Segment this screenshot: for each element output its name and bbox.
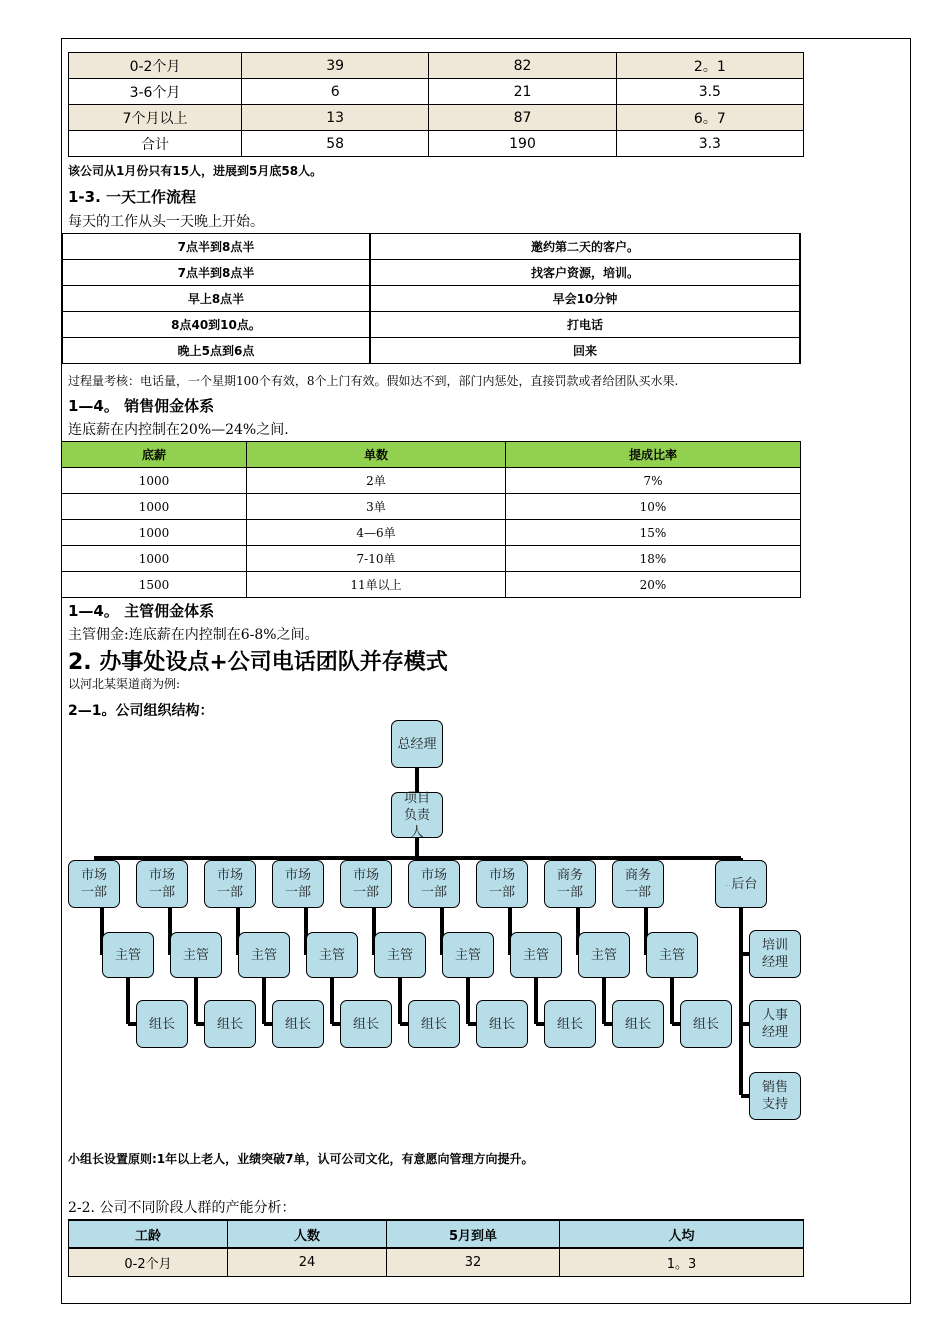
- org-node-department: 市场一部: [68, 860, 120, 908]
- table-cell: 18%: [506, 546, 801, 572]
- stats-table-top: [68, 52, 804, 157]
- org-node-department: 市场一部: [136, 860, 188, 908]
- table-cell: 32: [387, 1248, 560, 1277]
- table-cell: 1000: [62, 494, 247, 520]
- column-header: 5月到单: [387, 1220, 560, 1248]
- productivity-table: [68, 1219, 804, 1277]
- org-node-supervisor: 主管: [510, 932, 562, 978]
- org-node-supervisor: 主管: [646, 932, 698, 978]
- backoffice-label: 后台: [731, 876, 758, 892]
- table-cell: 早上8点半: [62, 286, 370, 312]
- column-header: 底薪: [62, 442, 247, 468]
- table-cell: 4—6单: [247, 520, 506, 546]
- org-node-supervisor: 主管: [306, 932, 358, 978]
- section-1-4-sales-title: 1—4。 销售佣金体系: [68, 397, 215, 415]
- org-node-leader: 组长: [408, 1000, 460, 1048]
- table-cell: 3-6个月: [69, 79, 242, 105]
- backoffice-marker: ...: [724, 880, 731, 888]
- table-cell: 7个月以上: [69, 105, 242, 131]
- table-row: [62, 260, 800, 286]
- table-cell: 39: [242, 53, 429, 79]
- section-2-text: 以河北某渠道商为例:: [68, 677, 181, 691]
- table-cell: 1000: [62, 520, 247, 546]
- table-cell: 0-2个月: [69, 53, 242, 79]
- table-header-row: [69, 1220, 804, 1248]
- table-cell: 58: [242, 131, 429, 157]
- org-node-department: 商务一部: [612, 860, 664, 908]
- org-node-leader: 组长: [544, 1000, 596, 1048]
- org-node-department: 市场一部: [204, 860, 256, 908]
- table-cell: 3.5: [616, 79, 803, 105]
- table-row: [62, 286, 800, 312]
- column-header: 人数: [228, 1220, 387, 1248]
- commission-table: [61, 441, 801, 598]
- org-node-leader: 组长: [612, 1000, 664, 1048]
- table-row: [62, 234, 800, 260]
- table-cell: 190: [429, 131, 616, 157]
- table-row: [69, 1248, 804, 1277]
- table-cell: 打电话: [370, 312, 800, 338]
- table-cell: 1000: [62, 546, 247, 572]
- table-row: [62, 312, 800, 338]
- org-node-leader: 组长: [680, 1000, 732, 1048]
- table-cell: 3单: [247, 494, 506, 520]
- table-row: [69, 53, 804, 79]
- leader-principle-note: 小组长设置原则:1年以上老人，业绩突破7单，认可公司文化，有意愿向管理方向提升。: [68, 1152, 534, 1166]
- table-cell: 24: [228, 1248, 387, 1277]
- table-cell: 6。7: [616, 105, 803, 131]
- table-cell: 2。1: [616, 53, 803, 79]
- table-cell: 7点半到8点半: [62, 260, 370, 286]
- org-node-leader: 组长: [272, 1000, 324, 1048]
- column-header: 工龄: [69, 1220, 228, 1248]
- table-cell: 1。3: [560, 1248, 804, 1277]
- table-row: [62, 338, 800, 364]
- org-node-ceo: 总经理: [391, 720, 443, 768]
- table-cell: 10%: [506, 494, 801, 520]
- table-cell: 晚上5点到6点: [62, 338, 370, 364]
- section-1-3-text: 每天的工作从头一天晚上开始。: [68, 214, 264, 230]
- org-node-leader: 组长: [476, 1000, 528, 1048]
- table-cell: 7%: [506, 468, 801, 494]
- table-cell: 合计: [69, 131, 242, 157]
- org-node-leader: 组长: [136, 1000, 188, 1048]
- table-row: [62, 520, 801, 546]
- section-1-4-sales-text: 连底薪在内控制在20%—24%之间.: [68, 422, 289, 438]
- section-2-2-title: 2-2. 公司不同阶段人群的产能分析：: [68, 1200, 296, 1216]
- table-cell: 7点半到8点半: [62, 234, 370, 260]
- table-cell: 1000: [62, 468, 247, 494]
- table-cell: 找客户资源，培训。: [370, 260, 800, 286]
- org-node-backoffice-child: 人事经理: [749, 1000, 801, 1048]
- table-cell: 3.3: [616, 131, 803, 157]
- table-row: [62, 572, 801, 598]
- process-assessment-note: 过程量考核：电话量，一个星期100个有效，8个上门有效。假如达不到，部门内惩处，直接罚款或者给团队买水果.: [68, 374, 679, 388]
- table-cell: 13: [242, 105, 429, 131]
- table-cell: 87: [429, 105, 616, 131]
- table-row: [69, 79, 804, 105]
- table-cell: 回来: [370, 338, 800, 364]
- column-header: 单数: [247, 442, 506, 468]
- table-row: [62, 546, 801, 572]
- table-row: [69, 105, 804, 131]
- org-node-leader: 组长: [340, 1000, 392, 1048]
- table-cell: 0-2个月: [69, 1248, 228, 1277]
- table-cell: 15%: [506, 520, 801, 546]
- table-cell: 20%: [506, 572, 801, 598]
- column-header: 提成比率: [506, 442, 801, 468]
- table-cell: 8点40到10点。: [62, 312, 370, 338]
- org-node-project-manager: 项目负责人: [391, 792, 443, 838]
- table-row: [62, 468, 801, 494]
- section-2-title: 2. 办事处设点+公司电话团队并存模式: [68, 650, 448, 675]
- table-row: [69, 131, 804, 157]
- column-header: 人均: [560, 1220, 804, 1248]
- section-2-1-title: 2—1。公司组织结构：: [68, 703, 214, 719]
- table-cell: 1500: [62, 572, 247, 598]
- table-row: [62, 494, 801, 520]
- org-node-department: 市场一部: [272, 860, 324, 908]
- table-cell: 6: [242, 79, 429, 105]
- table-cell: 2单: [247, 468, 506, 494]
- org-node-supervisor: 主管: [374, 932, 426, 978]
- org-node-backoffice: [715, 860, 767, 908]
- table-cell: 邀约第二天的客户。: [370, 234, 800, 260]
- growth-note: 该公司从1月份只有15人，进展到5月底58人。: [68, 164, 323, 178]
- org-node-department: 市场一部: [476, 860, 528, 908]
- table-cell: 早会10分钟: [370, 286, 800, 312]
- section-1-3-title: 1-3. 一天工作流程: [68, 188, 197, 206]
- org-node-supervisor: 主管: [578, 932, 630, 978]
- section-1-4-manager-text: 主管佣金:连底薪在内控制在6-8%之间。: [68, 627, 319, 643]
- org-node-supervisor: 主管: [102, 932, 154, 978]
- org-node-supervisor: 主管: [442, 932, 494, 978]
- org-node-supervisor: 主管: [238, 932, 290, 978]
- org-node-leader: 组长: [204, 1000, 256, 1048]
- section-1-4-manager-title: 1—4。 主管佣金体系: [68, 602, 215, 620]
- table-cell: 7-10单: [247, 546, 506, 572]
- table-cell: 11单以上: [247, 572, 506, 598]
- daily-workflow-table: [61, 233, 801, 364]
- table-cell: 21: [429, 79, 616, 105]
- table-cell: 82: [429, 53, 616, 79]
- org-node-department: 市场一部: [340, 860, 392, 908]
- org-node-department: 商务一部: [544, 860, 596, 908]
- org-node-supervisor: 主管: [170, 932, 222, 978]
- org-node-department: 市场一部: [408, 860, 460, 908]
- org-node-backoffice-child: 销售支持: [749, 1072, 801, 1120]
- table-header-row: [62, 442, 801, 468]
- org-node-backoffice-child: 培训经理: [749, 930, 801, 978]
